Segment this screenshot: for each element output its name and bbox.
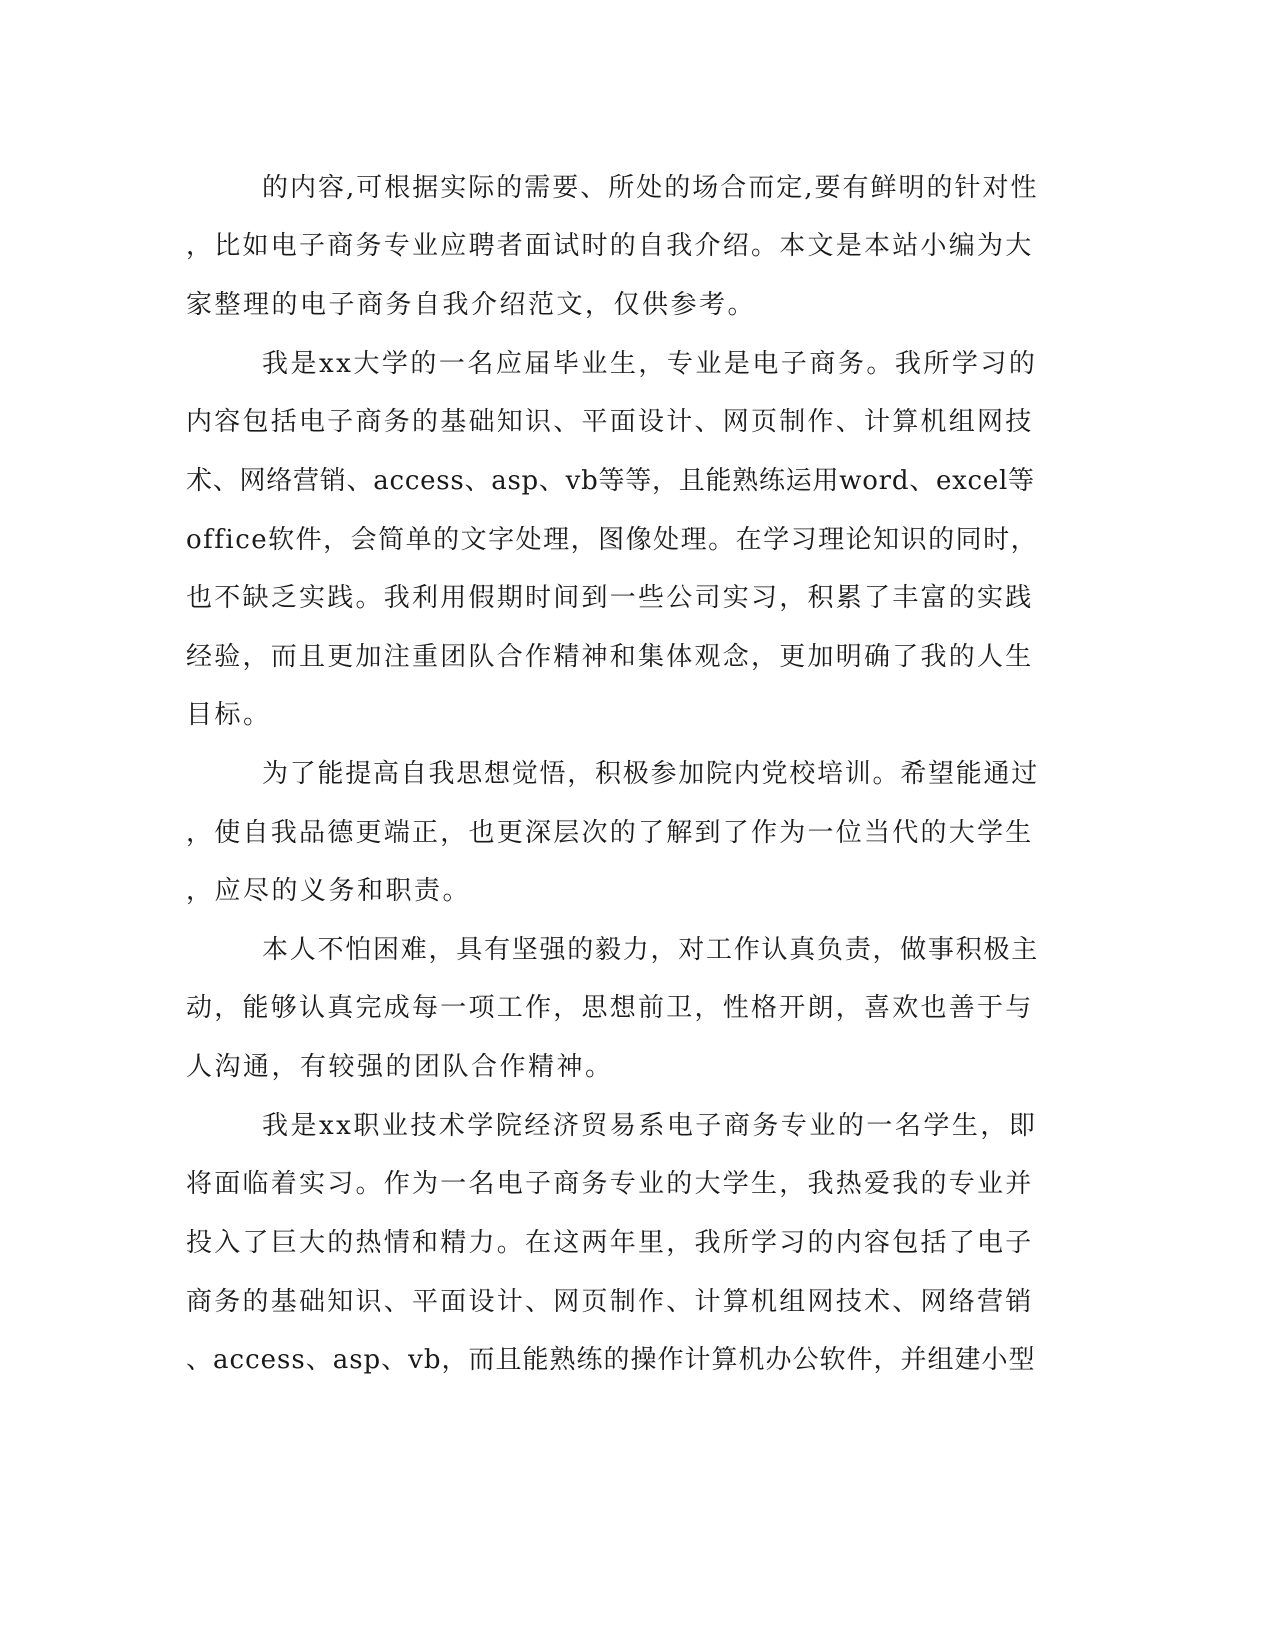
text-line: 我是xx职业技术学院经济贸易系电子商务专业的一名学生，即	[262, 1111, 1038, 1141]
text-line: 我是xx大学的一名应届毕业生，专业是电子商务。我所学习的	[262, 349, 1038, 379]
text-line: 动，能够认真完成每一项工作，思想前卫，性格开朗，喜欢也善于与	[186, 993, 1034, 1023]
text-line: office软件，会简单的文字处理，图像处理。在学习理论知识的同时，	[186, 525, 1039, 555]
text-line: ，应尽的义务和职责。	[186, 876, 472, 906]
text-line: 家整理的电子商务自我介绍范文，仅供参考。	[186, 290, 757, 320]
text-line: 将面临着实习。作为一名电子商务专业的大学生，我热爱我的专业并	[186, 1169, 1034, 1199]
text-line: 、access、asp、vb，而且能熟练的操作计算机办公软件，并组建小型	[186, 1345, 1036, 1375]
text-line: ，使自我品德更端正，也更深层次的了解到了作为一位当代的大学生	[186, 818, 1034, 848]
text-line: 商务的基础知识、平面设计、网页制作、计算机组网技术、网络营销	[186, 1287, 1034, 1317]
text-line: 人沟通，有较强的团队合作精神。	[186, 1052, 614, 1082]
text-line: 术、网络营销、access、asp、vb等等，且能熟练运用word、excel等	[186, 466, 1035, 496]
text-line: 经验，而且更加注重团队合作精神和集体观念，更加明确了我的人生	[186, 642, 1034, 672]
text-line: 本人不怕困难，具有坚强的毅力，对工作认真负责，做事积极主	[262, 935, 1040, 965]
text-line: 为了能提高自我思想觉悟，积极参加院内党校培训。希望能通过	[262, 759, 1040, 789]
text-line: 投入了巨大的热情和精力。在这两年里，我所学习的内容包括了电子	[186, 1228, 1034, 1258]
text-line: 的内容,可根据实际的需要、所处的场合而定,要有鲜明的针对性	[262, 173, 1039, 203]
text-line: 也不缺乏实践。我利用假期时间到一些公司实习，积累了丰富的实践	[186, 583, 1034, 613]
text-line: 内容包括电子商务的基础知识、平面设计、网页制作、计算机组网技	[186, 407, 1034, 437]
text-line: 目标。	[186, 700, 272, 730]
text-line: ，比如电子商务专业应聘者面试时的自我介绍。本文是本站小编为大	[186, 231, 1034, 261]
